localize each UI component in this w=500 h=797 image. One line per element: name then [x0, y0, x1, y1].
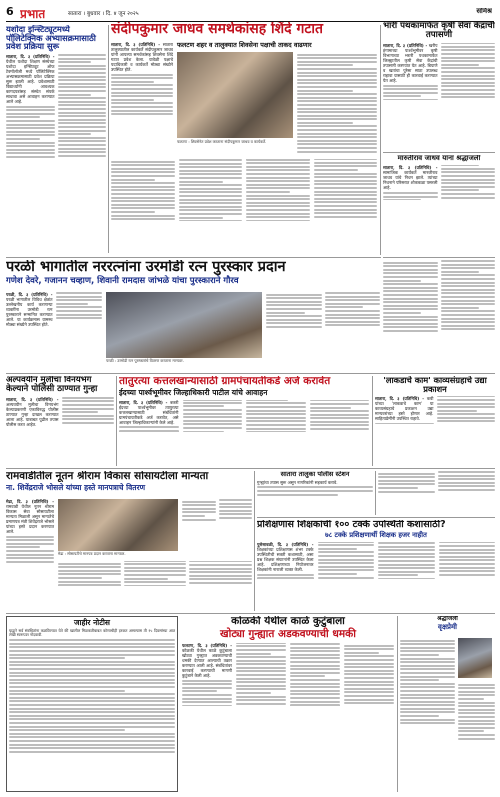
news-photo: [58, 499, 178, 551]
article-police-station: [257, 471, 373, 515]
article-headline: कोळकी येथील काळे कुटुंबाला: [231, 616, 345, 627]
article-body: गुन्ह्यांचा तपास सुरू असून नागरिकांनी सहकार्य करावे.: [257, 480, 373, 510]
article-body-bottom: [111, 159, 377, 255]
photo-caption: मेढा : सोसायटीचे मानपत्र प्रदान करताना मान्यवर.: [58, 551, 126, 556]
column-rule: [108, 25, 109, 253]
row-rule: [6, 613, 495, 614]
right-column-filler: [383, 260, 495, 370]
article-headline: यशोदा इन्स्टिट्यूटमध्ये पॉलिटेक्निक अभ्यासक्रमासाठी प्रवेश प्रक्रिया सुरू: [6, 25, 96, 52]
article-kale-family-threat: [182, 616, 394, 792]
article-headline: रामवाडीतील नूतन श्रीराम विकास सोसायटीला मान्यता: [6, 471, 209, 482]
article-body: सातारा, दि. ३ (प्रतिनिधि) - अल्पवयीन मुलीचा विनयभंग केल्याप्रकरणी एकाविरुद्ध पोलीस ठाण्यात गुन्हा दाखल करण्यात आला आहे. याबाबत पुढील तपास पोलीस करत आहेत.: [6, 397, 114, 459]
article-subheadline: खोट्या गुन्ह्यात अडकवण्याची धमकी: [220, 628, 356, 641]
obituary-box: [400, 616, 495, 792]
article-body: पुसेसावळी, दि. ३ (प्रतिनिधि) - शिक्षकांच्या प्रशिक्षणास शंभर टक्के उपस्थितीची सक्ती कशासाठी, असा प्रश्न शिक्षक संघटनांनी उपस्थित केला आहे. प्रशिक्षणाच्या नियोजनावर शिक्षकांनी नाराजी व्यक्त केली.: [257, 542, 495, 608]
article-headline: अल्पवयीन मुलीचा विनयभंग केल्याने पोलिसी ठाण्यात गुन्हा: [6, 376, 98, 394]
obituary-photo: [458, 638, 492, 678]
article-society-approval: [6, 471, 252, 607]
article-subheadline: गणेश देवरे, गजानन चव्हाण, शिवानी रामदास जांभळे यांचा पुरस्काराने गौरव: [6, 276, 239, 287]
ad-title: जाहीर नोटीस: [73, 618, 110, 627]
article-tribute: [383, 155, 495, 255]
article-headline: सातारा तालुका पोलीस स्टेशन: [280, 471, 350, 478]
article-headline: भारी पथकामार्फत कृषी सेवा केंद्रांची तपासणी: [383, 22, 495, 41]
obituary-body: [400, 638, 455, 788]
article-body: सातारा, दि. ३ (प्रतिनिधि) - खरीप हंगामाच्या पार्श्वभूमीवर कृषी विभागाच्या भरारी पथकामार्फत जिल्ह्यातील कृषी सेवा केंद्रांची तपासणी करण्यात येत आहे. बियाणे व खतांचा पुरेसा साठा उपलब्ध राहावा यासाठी ही कारवाई करण्यात येत आहे.: [383, 43, 495, 143]
article-headline: तातुरत्या कत्तलखान्यासाठी ग्रामपंचायतीकडे अर्ज करावेत: [119, 376, 331, 387]
article-agri-inspection: [383, 22, 495, 150]
article-poetry-launch: [375, 376, 495, 466]
row-rule: [383, 152, 495, 153]
article-subheadline: ईदच्या पार्श्वभूमीवर जिल्हाधिकारी पाटील यांचे आवाहन: [119, 388, 268, 398]
masthead: [6, 4, 494, 22]
article-body: सातारा, दि. ३ (प्रतिनिधि) - बकरी ईदच्या पार्श्वभूमीवर तात्पुरत्या कत्तलखान्यासाठी संबंधितांनी ग्रामपंचायतीकडे अर्ज करावेत, असे आवाहन जिल्हाधिकाऱ्यांनी केले आहे.: [119, 400, 369, 460]
article-body: सातारा, दि. ३ (प्रतिनिधि) - सामाजिक कार्यकर्ते मारुतीराव जाधव यांचे निधन झाले. त्यांच्या निधनाने परिसरात शोककळा पसरली आहे.: [383, 165, 495, 245]
news-photo: [177, 52, 293, 138]
row-rule: [6, 373, 495, 374]
row-rule: [257, 517, 495, 518]
article-teacher-training: [257, 520, 495, 612]
masthead-logo: प्रभात: [20, 7, 46, 21]
row-rule: [383, 257, 495, 258]
right-column-continuation: [378, 471, 495, 515]
column-rule: [375, 471, 376, 515]
article-shinde-group: [111, 22, 378, 258]
row-rule: [6, 468, 495, 469]
column-rule: [372, 376, 373, 466]
row-rule: [6, 257, 381, 258]
article-subheadline: ७८ टक्के प्रशिक्षणार्थी शिक्षक हजर नाहीत: [325, 530, 427, 539]
article-body-right: [266, 292, 380, 370]
article-headline: मारुतीराव जाधव यांना श्रद्धांजली: [397, 155, 481, 162]
article-body-left: सातारा, दि. ३ (प्रतिनिधि) - सातारा तालुक्यातील कार्यकर्ते संदीपकुमार जाधव यांनी आपल्या समर्थकांसह शिवसेना शिंदे गटात प्रवेश केला. यावेळी पक्षाचे पदाधिकारी व कार्यकर्ते मोठ्या संख्येने उपस्थित होते.: [111, 42, 173, 157]
page-number: 6: [6, 6, 14, 18]
article-body-left: मेढा, दि. ३ (प्रतिनिधि) - रामवाडी येथील नूतन श्रीराम विकास सेवा सोसायटीला मान्यता मिळाली असून मान्यतेचे प्रमाणपत्र मंत्री शिवेंद्रराजे भोसले यांच्या हस्ते प्रदान करण्यात आले.: [6, 499, 54, 607]
ad-body: याद्वारे सर्व संबंधितांना कळविण्यात येते की खालील मिळकतीबाबत कोणाचीही हरकत असल्यास ती १५ दिवसांच्या आत लेखी स्वरूपात नोंदवावी.: [9, 629, 175, 784]
article-subheadline: ना. शिवेंद्रराजे भोसले यांच्या हस्ते मानपत्राचे वितरण: [6, 483, 146, 493]
article-headline: परळी भागातील नररत्नांना उरमोडी रत्न पुरस्कार प्रदान: [6, 260, 286, 275]
photo-caption: परळी : उरमोडी रत्न पुरस्कारांचे वितरण करताना मान्यवर.: [106, 358, 184, 363]
obituary-title: वृक्षप्रेमी: [438, 623, 457, 632]
article-headline: संदीपकुमार जाधव समर्थकांसह शिंदे गटात: [111, 22, 324, 37]
article-politechnic: [6, 25, 106, 253]
article-molestation-case: [6, 376, 114, 466]
article-body: फलटण, दि. ३ (प्रतिनिधि) - कोळकी येथील काळे कुटुंबाला खोट्या गुन्ह्यात अडकवण्याची धमकी देण्यात आल्याची तक्रार करण्यात आली आहे. संबंधितांवर कारवाई करण्याची मागणी कुटुंबाने केली आहे.: [182, 643, 394, 783]
article-body: सातारा, दि. ३ (प्रतिनिधि) - कवी यांच्या 'लाकडाचे काम' या काव्यसंग्रहाचे प्रकाशन उद्या मान्यवरांच्या हस्ते होणार आहे. साहित्यप्रेमींनी उपस्थित राहावे.: [375, 396, 495, 460]
article-subheadline: फलटण शहर व तालुक्यात शिवसेना पक्षाची ताकद वाढणार: [177, 41, 312, 49]
section-label: संमिश्र: [476, 8, 492, 15]
public-notice-ad: [6, 616, 178, 792]
article-urmodi-award: [6, 260, 380, 370]
column-rule: [380, 25, 381, 255]
column-rule: [254, 471, 255, 611]
column-rule: [116, 376, 117, 466]
news-photo: [106, 292, 262, 358]
obituary-label: श्रद्धांजली: [437, 616, 458, 622]
column-rule: [397, 616, 398, 792]
photo-caption: फलटण : शिवसेनेत प्रवेश करताना संदीपकुमार जाधव व कार्यकर्ते.: [177, 139, 267, 144]
article-body-left: परळी, दि. ३ (प्रतिनिधि) - परळी भागातील विविध क्षेत्रांत उल्लेखनीय कार्य करणाऱ्या व्यक्तींना उरमोडी रत्न पुरस्काराने सन्मानित करण्यात आले. या कार्यक्रमास ग्रामस्थ मोठ्या संख्येने उपस्थित होते.: [6, 292, 102, 370]
article-body: सातारा, दि. ३ (प्रतिनिधि) - येथील यशोदा शिक्षण संस्थेच्या यशोदा इन्स्टिट्यूट ऑफ टेक्नॉलॉजी मध्ये पॉलिटेक्निक अभ्यासक्रमासाठी प्रवेश प्रक्रिया सुरू झाली आहे. प्रवेशासाठी विद्यार्थ्यांनी आवश्यक कागदपत्रांसह संस्थेत संपर्क साधावा असे आवाहन करण्यात आले आहे.: [6, 54, 106, 244]
article-slaughterhouse: [119, 376, 369, 466]
article-body-right: [58, 561, 252, 607]
article-headline: 'लाकडाचे काम' काव्यसंग्रहाचे उद्या प्रकाशन: [383, 376, 487, 394]
article-headline: प्रशिक्षणास शिक्षकांची १०० टक्के उपस्थिती कशासाठी?: [257, 520, 446, 530]
date-line: सातारा । बुधवार । दि. ४ जून २०२५: [68, 11, 139, 17]
